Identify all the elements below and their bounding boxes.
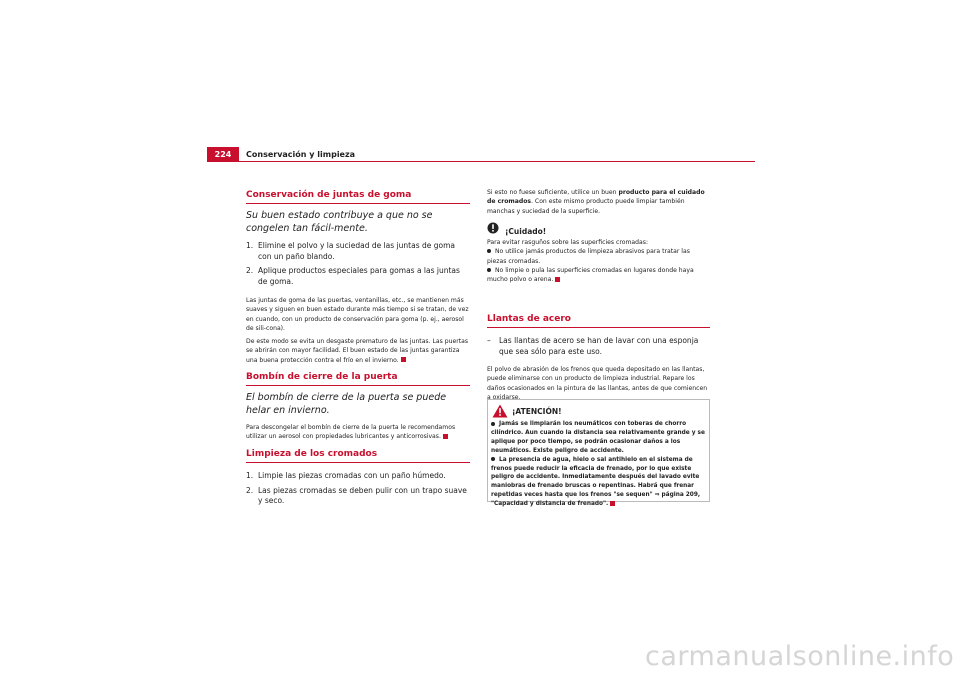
- heading-llantas: Llantas de acero: [487, 314, 571, 324]
- heading-gomas: Conservación de juntas de goma: [246, 190, 412, 200]
- paragraph-cromados-intro: Si esto no fuese suficiente, utilice un buen producto para el cuidado de cromados. Con este mismo producto puede limpiar también manchas y suciedad de la superficie.: [487, 189, 705, 215]
- section-gomas: [246, 190, 470, 365]
- step-item: – Las llantas de acero se han de lavar con una esponja que sea sólo para este uso.: [487, 336, 699, 356]
- step-item: 1. Limpie las piezas cromadas con un paño húmedo.: [246, 471, 446, 480]
- section-cromados: [246, 449, 470, 507]
- bullet-icon: [491, 457, 495, 461]
- step-item: 1. Elimine el polvo y la suciedad de las juntas de goma con un paño blando.: [246, 241, 456, 261]
- bullet-icon: [487, 249, 491, 253]
- step-item: 2. Aplique productos especiales para gomas a las juntas de goma.: [246, 266, 460, 286]
- caution-lead: Para evitar rasguños sobre las superficies cromadas:: [487, 239, 648, 246]
- caution-icon: [487, 222, 499, 234]
- end-of-section-icon: [555, 277, 560, 282]
- caution-title: ¡Cuidado!: [505, 227, 547, 236]
- paragraph-llantas: El polvo de abrasión de los frenos que queda depositado en las llantas, puede eliminarse con un producto de limpieza industrial. Repare los daños ocasionados en la pintura de las llantas, antes de que comiencen a oxidarse.: [487, 366, 708, 401]
- heading-bombin: Bombín de cierre de la puerta: [246, 372, 398, 382]
- paragraph-bombin: Para descongelar el bombín de cierre de la puerta le recomendamos utilizar un aerosol con propiedades lubricantes y anticorrosivas.: [246, 424, 456, 441]
- paragraph-gomas-1: Las juntas de goma de las puertas, ventanillas, etc., se mantienen más suaves y siguen en buen estado durante más tiempo si se tratan, de vez en cuando, con un producto de conservación para goma (p. ej., aerosol de sili-cona).: [246, 297, 469, 332]
- warning-box: [487, 399, 710, 508]
- caution-item: No limpie o pula las superficies cromadas en lugares donde haya mucho polvo o arena.: [487, 266, 694, 284]
- warning-item: La presencia de agua, hielo o sal antihielo en el sistema de frenos puede reducir la eficacia de frenado, por lo que existe peligro de accidente. Inmediatamente después del lavado evite maniobras de frenado bruscas o repentinas. Habrá que frenar repetidas veces hasta que los frenos "se sequen" ⇒ página 209, "Capacidad y distancia de frenado".: [491, 456, 701, 508]
- heading-cromados: Limpieza de los cromados: [246, 449, 378, 459]
- warning-title: ¡ATENCIÓN!: [512, 406, 562, 416]
- bullet-icon: [491, 422, 495, 426]
- heading-gomas-rule: [246, 203, 470, 204]
- heading-llantas-rule: [487, 327, 710, 328]
- paragraph-gomas-2: De este modo se evita un desgaste prematuro de las juntas. Las puertas se abrirán con mayor facilidad. El buen estado de las juntas garantiza una buena protección contra el frío en el invierno.: [246, 338, 469, 364]
- steps-gomas: [246, 241, 470, 287]
- warning-item: Jamás se limpiarán los neumáticos con toberas de chorro cilíndrico. Aun cuando la distancia sea relativamente grande y se aplique por poco tiempo, se podrán ocasionar daños a los neumáticos. Existe peligro de accidente.: [491, 421, 705, 454]
- section-bombin: [246, 372, 470, 442]
- steps-cromados: [246, 471, 470, 507]
- heading-cromados-rule: [246, 462, 470, 463]
- caution-item: No utilice jamás productos de limpieza abrasivos para tratar las piezas cromadas.: [487, 248, 690, 265]
- page-reference-link[interactable]: ⇒ página 209, "Capacidad y distancia de frenado".: [491, 492, 701, 508]
- bullet-icon: [487, 268, 491, 272]
- end-of-section-icon: [401, 357, 406, 362]
- page-number: 224: [207, 147, 239, 162]
- subtitle-gomas: Su buen estado contribuye a que no se congelen tan fácil-mente.: [246, 210, 433, 234]
- subtitle-bombin: El bombín de cierre de la puerta se puede helar en invierno.: [246, 392, 447, 416]
- watermark: carmanualsonline.info: [645, 641, 955, 672]
- section-llantas: [487, 314, 710, 402]
- caution-note: [487, 219, 710, 284]
- heading-bombin-rule: [246, 385, 470, 386]
- section-title: Conservación y limpieza: [246, 150, 356, 159]
- warning-triangle-icon: [492, 404, 508, 418]
- end-of-section-icon: [443, 434, 448, 439]
- step-item: 2. Las piezas cromadas se deben pulir con un trapo suave y seco.: [246, 485, 467, 505]
- end-of-section-icon: [610, 501, 615, 506]
- header-divider: [207, 161, 755, 162]
